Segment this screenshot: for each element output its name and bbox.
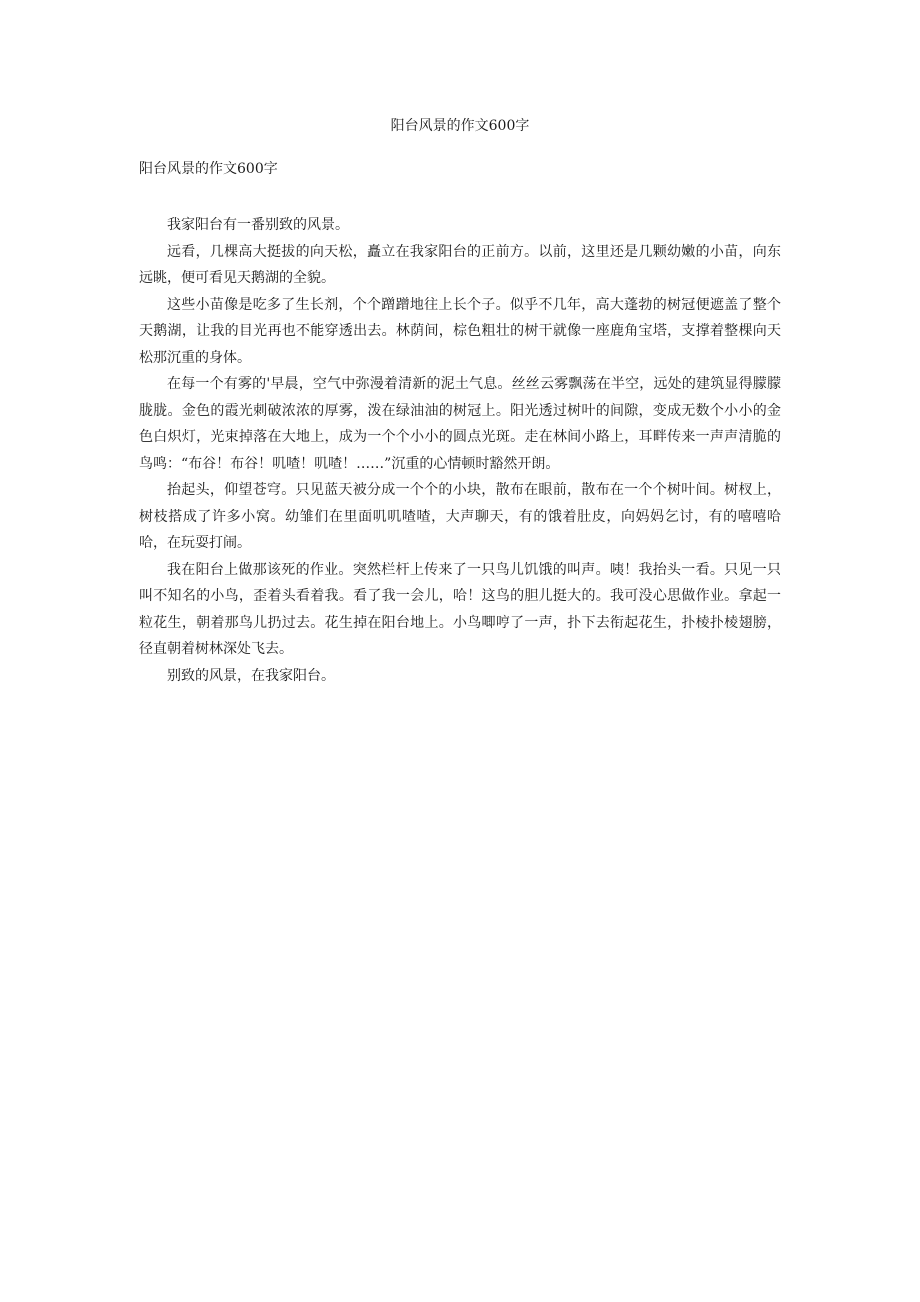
page-title: 阳台风景的作文600字 xyxy=(390,118,530,134)
essay-paragraph: 远看，几棵高大挺拔的向天松，矗立在我家阳台的正前方。以前，这里还是几颗幼嫩的小苗，向东远眺，便可看见天鹅湖的全貌。 xyxy=(139,243,781,286)
essay-paragraph: 在每一个有雾的'早晨，空气中弥漫着清新的泥土气息。丝丝云雾飘荡在半空，远处的建筑显得朦朦胧胧。金色的霞光刺破浓浓的厚雾，泼在绿油油的树冠上。阳光透过树叶的间隙，变成无数个小小的金色白炽灯，光束掉落在大地上，成为一个个小小的圆点光斑。走在林间小路上，耳畔传来一声声清脆的鸟鸣：“布谷！布谷！叽喳！叽喳！……”沉重的心情顿时豁然开朗。 xyxy=(139,376,781,472)
essay-body xyxy=(139,212,781,689)
essay-paragraph: 抬起头，仰望苍穹。只见蓝天被分成一个个的小块，散布在眼前，散布在一个个树叶间。树杈上，树枝搭成了许多小窝。幼雏们在里面叽叽喳喳，大声聊天，有的饿着肚皮，向妈妈乞讨，有的嘻嘻哈哈，在玩耍打闹。 xyxy=(139,482,781,551)
document-subtitle: 阳台风景的作文600字 xyxy=(139,161,278,177)
essay-paragraph: 我家阳台有一番别致的风景。 xyxy=(167,217,349,233)
essay-paragraph: 别致的风景，在我家阳台。 xyxy=(167,667,335,684)
essay-paragraph: 这些小苗像是吃多了生长剂，个个蹭蹭地往上长个子。似乎不几年，高大蓬勃的树冠便遮盖了整个天鹅湖，让我的目光再也不能穿透出去。林荫间，棕色粗壮的树干就像一座鹿角宝塔，支撑着整棵向天松那沉重的身体。 xyxy=(139,296,781,366)
essay-paragraph: 我在阳台上做那该死的作业。突然栏杆上传来了一只鸟儿饥饿的叫声。咦！我抬头一看。只见一只叫不知名的小鸟，歪着头看着我。看了我一会儿，哈！这鸟的胆儿挺大的。我可没心思做作业。拿起一粒花生，朝着那鸟儿扔过去。花生掉在阳台地上。小鸟唧哼了一声，扑下去衔起花生，扑棱扑棱翅膀，径直朝着树林深处飞去。 xyxy=(139,561,781,657)
